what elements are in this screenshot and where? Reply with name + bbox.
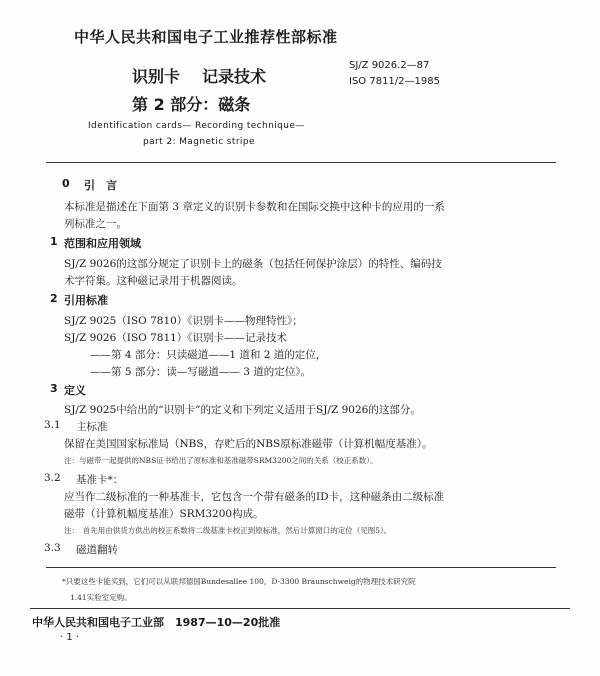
reference-1: SJ/Z 9025（ISO 7810）《识别卡——物理特性》； [64, 315, 303, 327]
section-3-1-number: 3.1 [44, 419, 61, 431]
section-3-2-text-line1: 应当作二级标准的一种基准卡，它包含一个带有磁条的ID卡，这种磁条由二级标准 [64, 491, 445, 503]
reference-2: SJ/Z 9026（ISO 7811）《识别卡——记录技术 [64, 332, 288, 344]
section-1-title: 范围和应用领域 [64, 237, 141, 250]
section-3-3-title: 磁道翻转 [76, 544, 118, 556]
section-2-number: 2 [50, 292, 58, 305]
iso-code: ISO 7811/2—1985 [349, 76, 440, 87]
section-3-2-title: 基准卡*： [76, 474, 124, 486]
footnote-line2: 1.41实验室定购。 [70, 593, 132, 602]
title-subtitle: 第 2 部分：磁条 [132, 95, 251, 114]
footnote-divider [46, 567, 556, 568]
title-part-b: 记录技术 [202, 67, 267, 86]
section-1-text-line1: SJ/Z 9026的这部分规定了识别卡上的磁条（包括任何保护涂层）的特性、编码技 [64, 258, 442, 270]
standard-header: 中华人民共和国电子工业推荐性部标准 [74, 28, 338, 46]
section-0-title: 引 言 [84, 179, 117, 192]
reference-2-part4: ——第 4 部分：只读磁道——1 道和 2 道的定位， [90, 349, 327, 361]
section-0-text-line2: 列标准之一。 [64, 218, 127, 230]
section-0-text-line1: 本标准是描述在下面第 3 章定义的识别卡参数和在国际交换中这种卡的应用的一系 [64, 201, 445, 213]
section-3-2-number: 3.2 [44, 472, 61, 484]
footer-divider [30, 608, 570, 609]
reference-2-part5: ——第 5 部分：读—写磁道—— 3 道的定位》。 [90, 366, 311, 378]
section-3-2-text-line2: 磁带（计算机幅度基准）SRM3200构成。 [64, 508, 264, 520]
title-part-a: 识别卡 [132, 67, 181, 86]
title-divider [46, 162, 556, 163]
standard-code: SJ/Z 9026.2—87 [349, 60, 430, 71]
page-number: · 1 · [60, 632, 80, 643]
section-3-intro: SJ/Z 9025中给出的“识别卡”的定义和下列定义适用于SJ/Z 9026的这部分。 [64, 404, 421, 416]
footnote-line1: *只要这些卡能买到，它们可以从联邦德国Bundesallee 100，D-3300 Braunschweig的物理技术研究院 [62, 577, 416, 586]
section-3-3-number: 3.3 [44, 542, 61, 554]
english-title-line1: Identification cards— Recording technique— [88, 121, 305, 131]
section-3-1-text: 保留在美国国家标准局（NBS，存贮后的NBS原标准磁带（计算机幅度基准）。 [64, 438, 433, 450]
section-3-1-note: 注：与磁带一起提供的NBS证书给出了原标准和基准磁带SRM3200之间的关系（校正系数）。 [64, 456, 378, 465]
approval-line: 中华人民共和国电子工业部 1987—10—20批准 [32, 616, 281, 629]
section-1-text-line2: 术字符集。这种磁记录用于机器阅读。 [64, 275, 243, 287]
section-3-2-note: 注： 首先用由供货方供出的校正系数将二级基准卡校正到原标准，然后计算窗口的定位（见图5）。 [64, 526, 392, 535]
section-0-number: 0 [62, 177, 70, 190]
section-3-1-title: 主标准 [76, 421, 108, 433]
section-3-title: 定义 [64, 384, 86, 397]
section-3-number: 3 [50, 382, 58, 395]
english-title-line2: part 2: Magnetic stripe [143, 137, 255, 147]
section-2-title: 引用标准 [64, 294, 108, 307]
section-1-number: 1 [50, 235, 58, 248]
